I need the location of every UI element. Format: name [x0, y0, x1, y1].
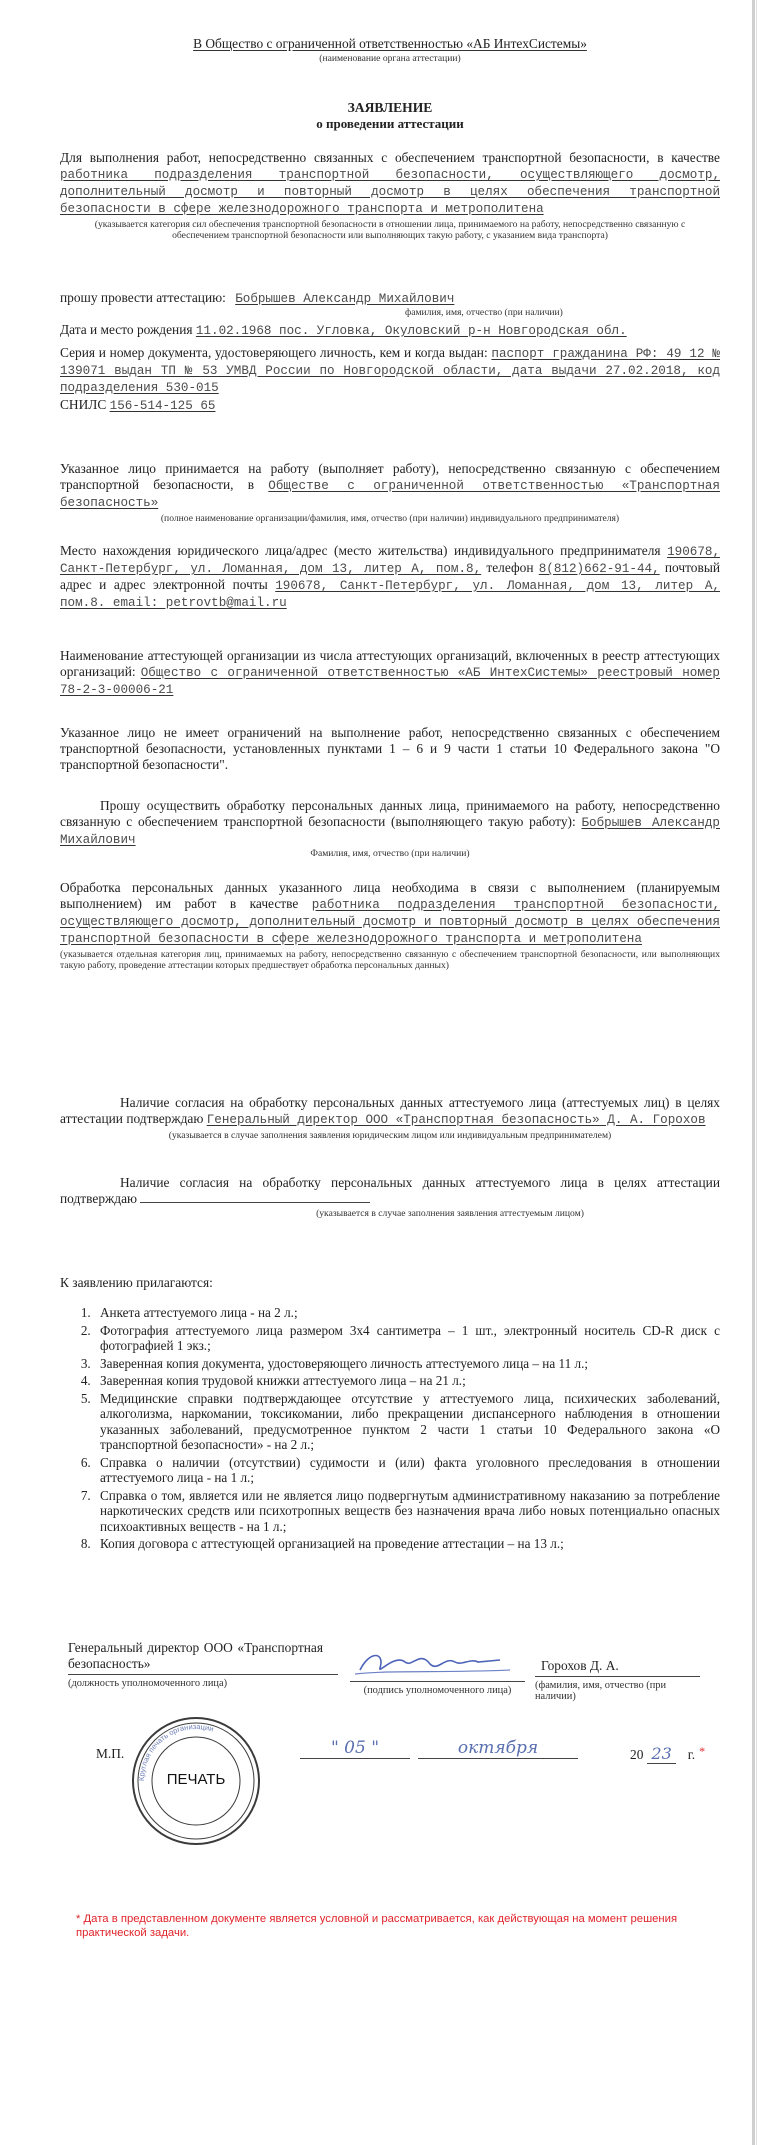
- consent1-section: [60, 1095, 720, 1141]
- signature-line: [350, 1681, 525, 1682]
- employer-section: [60, 461, 720, 524]
- snils-value: 156-514-125 65: [109, 399, 216, 413]
- consent2-caption: (указывается в случае заполнения заявления аттестуемым лицом): [316, 1208, 584, 1219]
- attest-org-label: Наименование аттестующей организации из числа аттестующих организаций, включенных в реестр аттестующих организаций:: [60, 648, 720, 679]
- applicant-name-caption: фамилия, имя, отчество (при наличии): [405, 307, 563, 318]
- year-suffix: 23: [647, 1744, 675, 1764]
- day-text: 05: [344, 1738, 366, 1758]
- postal-value: 190678, Санкт-Петербург, ул. Ломанная, дом 13, литер А, пом.8. email: petrovtb@mail.ru: [60, 579, 720, 610]
- page-subtitle: о проведении аттестации: [316, 116, 464, 131]
- processing-text: Обработка персональных данных указанного лица необходима в связи с выполнением (планируемым выполнением) им работ в качестве: [60, 880, 720, 911]
- employer-value: Обществе с ограниченной ответственностью «Транспортная безопасность»: [60, 479, 720, 510]
- personal-data-name: Бобрышев Александр Михайлович: [60, 816, 720, 847]
- request-label: прошу провести аттестацию:: [60, 290, 226, 305]
- attachment-item: 8. Копия договора с аттестующей организацией на проведение аттестации – на 13 л.;: [94, 1536, 720, 1552]
- date-month-value: октября: [457, 1738, 539, 1758]
- addressee-block: [60, 36, 720, 64]
- signature-block: [350, 1640, 525, 1696]
- position-caption: (должность уполномоченного лица): [68, 1678, 228, 1689]
- date-year: [630, 1744, 730, 1764]
- personal-data-caption: Фамилия, имя, отчество (при наличии): [310, 848, 470, 859]
- attachment-item: 7. Справка о том, является или не является лицо подвергнутым административному наказанию за потребление наркотических средств или психотропных веществ без назначения врача либо новых потенциально опасных психоактивных веществ - на 1 л.;: [94, 1488, 720, 1535]
- attachment-item: 2. Фотография аттестуемого лица размером 3х4 сантиметра – 1 шт., электронный носитель CD-R диск с фотографией 1 экз.;: [94, 1323, 720, 1354]
- consent1-value: Генеральный директор ООО «Транспортная безопасность» Д. А. Горохов: [206, 1113, 706, 1127]
- snils-label: СНИЛС: [60, 397, 107, 412]
- year-prefix: 20: [630, 1747, 644, 1762]
- location-label: Место нахождения юридического лица/адрес (место жительства) индивидуального предпринимателя: [60, 543, 661, 558]
- date-day-value: " 05 ": [330, 1738, 380, 1758]
- consent1-text: Наличие согласия на обработку персональных данных аттестуемого лица (аттестуемых лиц) в целях аттестации подтверждаю: [60, 1095, 720, 1126]
- doc-value: паспорт гражданина РФ: 49 12 № 139071 выдан ТП № 53 УМВД России по Новгородской области, дата выдачи 27.02.2018, код подразделения 530-015: [60, 347, 720, 395]
- employer-text: Указанное лицо принимается на работу (выполняет работу), непосредственно связанную с обеспечением транспортной безопасности, в: [60, 461, 720, 492]
- personal-data-text: Прошу осуществить обработку персональных данных лица, принимаемого на работу, непосредственно связанную с обеспечением транспортной безопасности (выполняющего такую работу):: [60, 798, 720, 829]
- position-line: [68, 1674, 338, 1675]
- consent2-section: [60, 1175, 720, 1219]
- attest-org-value: Общество с ограниченной ответственностью «АБ ИнтехСистемы» реестровый номер 78-2-3-00006-21: [60, 666, 720, 697]
- year-end: г.: [687, 1747, 696, 1762]
- signer-position: Генеральный директор ООО «Транспортная безопасность»: [68, 1640, 323, 1671]
- handwritten-signature: [350, 1640, 525, 1680]
- employer-caption: (полное наименование организации/фамилия, имя, отчество (при наличии) индивидуального предпринимателя): [160, 513, 620, 524]
- signer-name: Горохов Д. А.: [541, 1658, 619, 1673]
- date-day: [300, 1738, 410, 1759]
- consent1-caption: (указывается в случае заполнения заявления юридическим лицом или индивидуальным предпринимателем): [168, 1130, 612, 1141]
- attachment-item: 6. Справка о наличии (отсутствии) судимости и (или) факта уголовного преследования в отношении аттестуемого лица - на 1 л.;: [94, 1455, 720, 1486]
- consent2-blank: [140, 1191, 370, 1203]
- phone-label: телефон: [486, 560, 534, 575]
- page-title: ЗАЯВЛЕНИЕ: [347, 100, 433, 115]
- processing-caption: (указывается отдельная категория лиц, принимаемых на работу, непосредственно связанную с обеспечением транспортной безопасности, или выполняющих такую работу, проведение аттестации которых предшествует обработка персональных данных): [60, 949, 720, 971]
- applicant-section: [60, 290, 720, 414]
- purpose-text: [60, 150, 720, 217]
- attachment-item: 1. Анкета аттестуемого лица - на 2 л.;: [94, 1305, 720, 1321]
- date-month: [418, 1738, 578, 1759]
- consent2-text: Наличие согласия на обработку персональных данных аттестуемого лица в целях аттестации подтверждаю: [60, 1175, 720, 1206]
- page-edge-shadow: [756, 0, 757, 2145]
- attachments-list: [60, 1305, 720, 1552]
- processing-section: [60, 880, 720, 971]
- restrictions-section: [60, 725, 720, 773]
- stamp-ring-text: Круглая печать организации: [136, 1721, 215, 1782]
- purpose-role: работника подразделения транспортной безопасности, осуществляющего досмотр, дополнительный досмотр и повторный досмотр в целях обеспечения транспортной безопасности в сфере железнодорожного транспорта и метрополитена: [60, 168, 720, 216]
- signer-line: [535, 1676, 700, 1677]
- signer-position-block: [68, 1640, 338, 1689]
- restrictions-text: Указанное лицо не имеет ограничений на выполнение работ, непосредственно связанных с обеспечением транспортной безопасности, установленных пунктами 1 – 6 и 9 части 1 статьи 10 Федерального закона "О транспортной безопасности".: [60, 725, 720, 772]
- stamp-label: ПЕЧАТЬ: [166, 1771, 226, 1788]
- addressee-caption: (наименование органа аттестации): [319, 53, 461, 64]
- personal-data-section: [60, 798, 720, 859]
- signer-name-block: [535, 1658, 700, 1702]
- attachment-item: 4. Заверенная копия трудовой книжки аттестуемого лица – на 21 л.;: [94, 1373, 720, 1389]
- purpose-section: [60, 150, 720, 241]
- footnote: [76, 1912, 716, 1940]
- birth-label: Дата и место рождения: [60, 322, 193, 337]
- location-address: 190678, Санкт-Петербург, ул. Ломанная, дом 13, литер А, пом.8,: [60, 545, 720, 576]
- stamp: [130, 1715, 262, 1847]
- footnote-text: * Дата в представленном документе является условной и рассматривается, как действующая на момент решения практической задачи.: [76, 1913, 678, 1939]
- location-section: [60, 543, 720, 611]
- attachment-item: 5. Медицинские справки подтверждающее отсутствие у аттестуемого лица, психических заболеваний, алкоголизма, наркомании, токсикомании, либо прекращении диспансерного наблюдения в отношении указанных заболеваний, предусмотренное пунктом 2 части 1 статьи 10 Федерального закона «О транспортной безопасности» - на 2 л.;: [94, 1391, 720, 1453]
- mp-label: М.П.: [96, 1746, 125, 1761]
- page-edge: [752, 0, 755, 2145]
- purpose-caption: (указывается категория сил обеспечения транспортной безопасности в отношении лица, принимаемого на работу, непосредственно связанную с обеспечением транспортной безопасности или выполняющих такую работу, с указанием вида транспорта): [94, 219, 686, 241]
- processing-role: работника подразделения транспортной безопасности, осуществляющего досмотр, дополнительный досмотр и повторный досмотр в целях обеспечения транспортной безопасности в сфере железнодорожного транспорта и метрополитена: [60, 898, 720, 946]
- phone-value: 8(812)662-91-44,: [538, 562, 660, 576]
- day-line: [300, 1758, 410, 1759]
- signature-caption: (подпись уполномоченного лица): [363, 1685, 512, 1696]
- applicant-name: Бобрышев Александр Михайлович: [235, 292, 455, 306]
- birth-value: 11.02.1968 пос. Угловка, Окуловский р-н Новгородская обл.: [195, 324, 627, 338]
- addressee: В Общество с ограниченной ответственностью «АБ ИнтехСистемы»: [193, 36, 587, 51]
- signer-caption: (фамилия, имя, отчество (при наличии): [535, 1680, 667, 1702]
- attachments-heading: К заявлению прилагаются:: [60, 1275, 213, 1290]
- date-asterisk: *: [699, 1744, 706, 1758]
- month-line: [418, 1758, 578, 1759]
- attachments-section: [60, 1275, 720, 1554]
- title-block: [60, 100, 720, 132]
- attest-org-section: [60, 648, 720, 698]
- doc-label: Серия и номер документа, удостоверяющего личность, кем и когда выдан:: [60, 345, 488, 360]
- attachment-item: 3. Заверенная копия документа, удостоверяющего личность аттестуемого лица – на 11 л.;: [94, 1356, 720, 1372]
- purpose-intro: Для выполнения работ, непосредственно связанных с обеспечением транспортной безопасности, в качестве: [60, 150, 720, 165]
- postal-label: почтовый адрес и адрес электронной почты: [60, 560, 720, 592]
